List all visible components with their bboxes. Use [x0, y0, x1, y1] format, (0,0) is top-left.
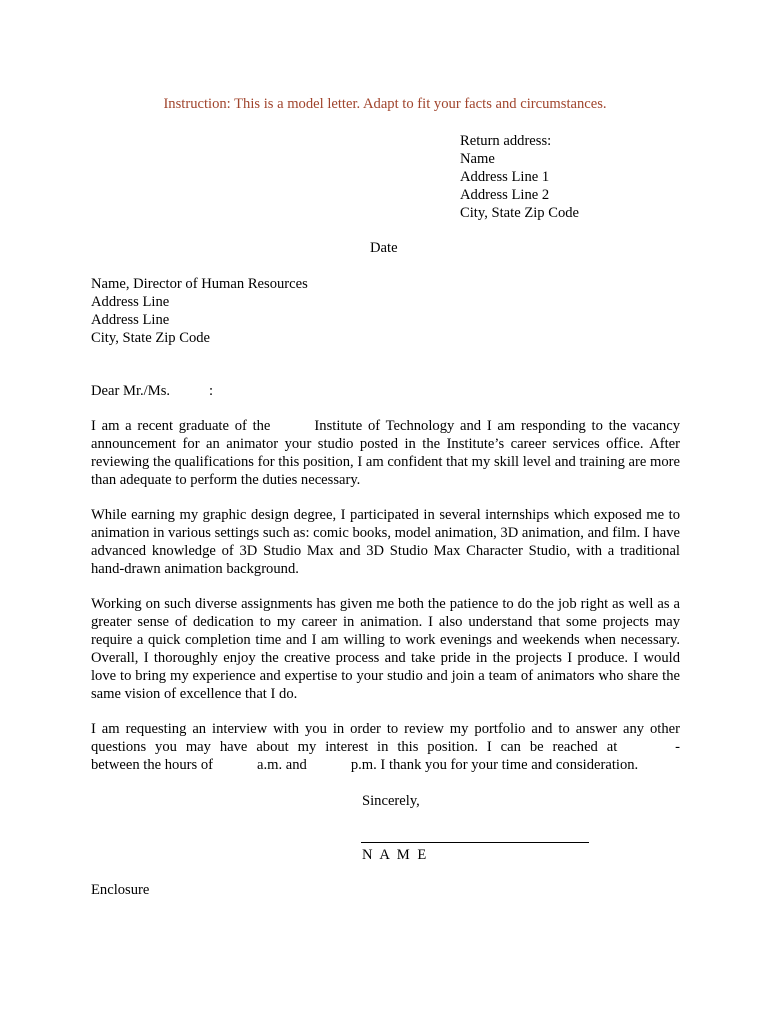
paragraph-4-line-3-start: between the hours of	[91, 756, 213, 773]
enclosure-note: Enclosure	[91, 882, 150, 898]
signature-line	[361, 842, 589, 843]
salutation-colon: :	[209, 383, 214, 399]
recipient-address-line-2: Address Line	[91, 312, 170, 328]
recipient-city-state-zip: City, State Zip Code	[91, 330, 211, 346]
phone-dash: -	[675, 738, 680, 755]
paragraph-4-line-3	[91, 757, 680, 775]
paragraph-1-rest: Institute of Technology and I am responding to the vacancy announcement for an animator your studio posted in the Institute’s career services office. After reviewing the qualifications for this position, I am confident that my skill level and training are more than adequate to perform the duties necessary.	[91, 418, 680, 488]
paragraph-4-end: p.m. I thank you for your time and consideration.	[350, 756, 639, 773]
sender-address-line-1: Address Line 1	[460, 169, 550, 185]
paragraph-3: Working on such diverse assignments has given me both the patience to do the job right as well as a greater sense of dedication to my career in animation. I also understand that some projects may require a quick completion time and I am willing to work evenings and weekends when necessary. Overall, I thoroughly enjoy the creative process and take pride in the projects I produce. I would love to bring my experience and expertise to your studio and join a team of animators who share the same vision of excellence that I do.	[91, 596, 680, 702]
signature-name: N A M E	[362, 847, 429, 863]
salutation	[91, 382, 213, 400]
paragraph-4	[91, 721, 680, 775]
sender-name: Name	[460, 151, 495, 167]
recipient-name-title: Name, Director of Human Resources	[91, 276, 308, 292]
letter-date: Date	[370, 240, 398, 256]
return-address-label: Return address:	[460, 133, 552, 149]
recipient-address-block	[91, 275, 308, 347]
paragraph-4-line-2-text: questions you may have about my interest in this position. I can be reached at	[91, 738, 618, 755]
instruction-note: Instruction: This is a model letter. Adapt to fit your facts and circumstances.	[163, 96, 607, 112]
paragraph-2: While earning my graphic design degree, I participated in several internships which exposed me to animation in various settings such as: comic books, model animation, 3D animation, and film. I have advanced knowledge of 3D Studio Max and 3D Studio Max Character Studio, with a traditional hand-drawn animation background.	[91, 507, 680, 577]
paragraph-1-start: I am a recent graduate of the	[91, 418, 271, 434]
paragraph-4-line-1: I am requesting an interview with you in order to review my portfolio and to answer any other	[91, 721, 680, 737]
return-address-block	[460, 132, 579, 222]
closing: Sincerely,	[362, 793, 420, 809]
salutation-text: Dear Mr./Ms.	[91, 383, 171, 399]
sender-city-state-zip: City, State Zip Code	[460, 205, 580, 221]
recipient-address-line-1: Address Line	[91, 294, 170, 310]
sender-address-line-2: Address Line 2	[460, 187, 550, 203]
am-text: a.m. and	[256, 756, 307, 773]
paragraph-4-line-2	[91, 739, 680, 757]
paragraph-1	[91, 418, 680, 490]
